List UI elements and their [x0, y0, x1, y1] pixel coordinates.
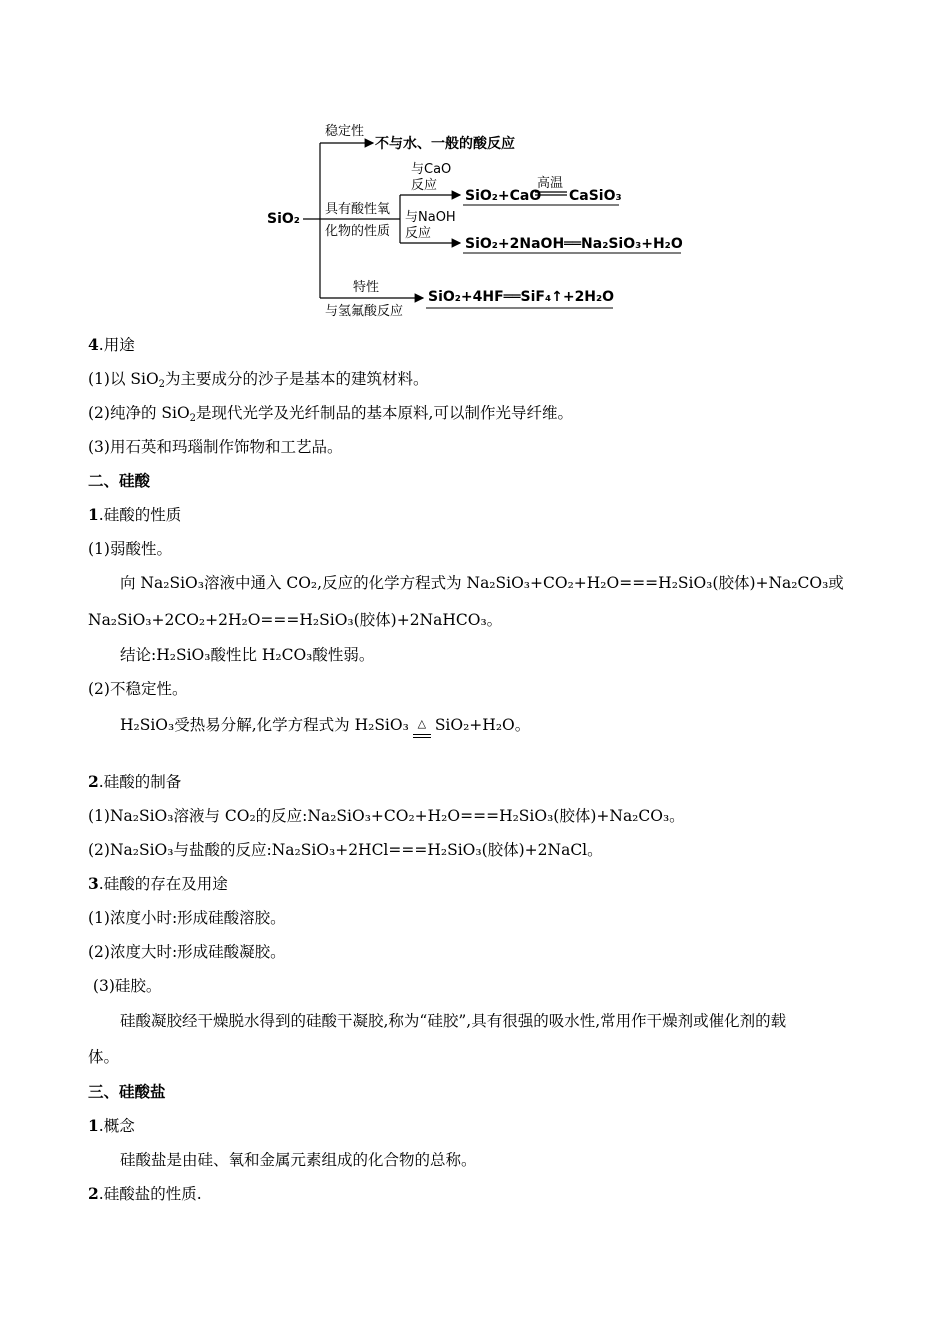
branch-stability-result: 不与水、一般的酸反应	[375, 136, 515, 152]
use-item-2-a: (2)纯净的 SiO	[88, 404, 190, 422]
sio2-properties-diagram	[255, 115, 715, 330]
diagram-svg	[255, 115, 715, 330]
part-2-s3-title: .硅酸的存在及用途	[98, 875, 228, 893]
prep-item-2: (2)Na₂SiO₃与盐酸的反应:Na₂SiO₃+2HCl===H₂SiO₃(胶体)+2NaCl。	[88, 841, 603, 859]
part-2-s2-title: .硅酸的制备	[98, 773, 182, 791]
part-3-s1-number: 1	[88, 1116, 99, 1135]
part-2-s2-heading	[88, 772, 181, 792]
use-item-1	[88, 369, 429, 389]
section-4-title: .用途	[98, 336, 135, 354]
sub-2: 2	[158, 379, 166, 390]
branch-stability-label: 稳定性	[325, 124, 365, 139]
part-3-s1-title: .概念	[98, 1117, 135, 1135]
sub-cao-label-2: 反应	[411, 178, 438, 193]
sub-cao-eq-left: SiO₂+CaO	[465, 188, 542, 204]
sub-cao-eq-right: CaSiO₃	[569, 188, 622, 204]
branch-acidic-label-2: 化物的性质	[325, 224, 391, 239]
part-2-s3-heading	[88, 874, 228, 894]
prep-item-1: (1)Na₂SiO₃溶液与 CO₂的反应:Na₂SiO₃+CO₂+H₂O===H₂SiO₃(胶体)+Na₂CO₃。	[88, 807, 685, 825]
use-item-2-b: 是现代光学及光纤制品的基本原料,可以制作光导纤维。	[196, 404, 573, 422]
part-3-s2-heading	[88, 1184, 202, 1204]
part-2-s2-number: 2	[88, 772, 99, 791]
use-item-1-a: (1)以 SiO	[88, 370, 159, 388]
existence-item-3: (3)硅胶。	[88, 977, 162, 995]
sub-cao-label-1: 与CaO	[411, 162, 452, 177]
branch-special-label-2: 与氢氟酸反应	[325, 304, 404, 319]
use-item-2	[88, 403, 573, 423]
weak-acidity-eq-line-1: 向 Na₂SiO₃溶液中通入 CO₂,反应的化学方程式为 Na₂SiO₃+CO₂+H₂O===H₂SiO₃(胶体)+Na₂CO₃或	[120, 574, 844, 592]
acidity-conclusion: 结论:H₂SiO₃酸性比 H₂CO₃酸性弱。	[120, 646, 375, 664]
use-item-1-b: 为主要成分的沙子是基本的建筑材料。	[165, 370, 429, 388]
weak-acidity-label: (1)弱酸性。	[88, 540, 172, 558]
section-4-heading	[88, 335, 135, 355]
part-3-s1-heading	[88, 1116, 135, 1136]
sub-naoh-label-2: 反应	[405, 226, 432, 241]
use-item-3: (3)用石英和玛瑙制作饰物和工艺品。	[88, 438, 343, 456]
branch-acidic-label-1: 具有酸性氧	[325, 202, 391, 217]
part-2-s3-number: 3	[88, 874, 99, 893]
section-4-number: 4	[88, 335, 99, 354]
sub-cao-eq-condition: 高温	[537, 176, 564, 191]
decomposition-eq-right: SiO₂+H₂O。	[434, 716, 531, 734]
part-2-s1-number: 1	[88, 505, 99, 524]
weak-acidity-eq-line-2: Na₂SiO₃+2CO₂+2H₂O===H₂SiO₃(胶体)+2NaHCO₃。	[88, 611, 503, 629]
sub-naoh-eq: SiO₂+2NaOH══Na₂SiO₃+H₂O	[465, 236, 683, 252]
silicate-concept-text: 硅酸盐是由硅、氧和金属元素组成的化合物的总称。	[120, 1151, 477, 1169]
existence-item-1: (1)浓度小时:形成硅酸溶胶。	[88, 909, 286, 927]
part-2-s1-title: .硅酸的性质	[98, 506, 182, 524]
branch-special-label-1: 特性	[353, 280, 380, 295]
decomposition-eq-left: H₂SiO₃受热易分解,化学方程式为 H₂SiO₃	[120, 716, 409, 734]
part-2-heading: 二、硅酸	[88, 471, 151, 490]
silica-gel-desc-line-2: 体。	[88, 1048, 120, 1066]
part-3-s2-number: 2	[88, 1184, 99, 1203]
equal-sign	[413, 734, 431, 738]
heat-condition	[409, 715, 435, 737]
heat-triangle-icon: △	[417, 717, 427, 730]
existence-item-2: (2)浓度大时:形成硅酸凝胶。	[88, 943, 286, 961]
diagram-root: SiO₂	[267, 211, 300, 227]
branch-special-eq: SiO₂+4HF══SiF₄↑+2H₂O	[428, 289, 615, 305]
part-3-heading: 三、硅酸盐	[88, 1082, 166, 1101]
decomposition-eq	[120, 715, 530, 737]
sub-2: 2	[189, 413, 197, 424]
silica-gel-desc-line-1: 硅酸凝胶经干燥脱水得到的硅酸干凝胶,称为“硅胶”,具有很强的吸水性,常用作干燥剂或催化剂的载	[120, 1012, 787, 1030]
part-3-s2-title: .硅酸盐的性质.	[98, 1185, 202, 1203]
instability-label: (2)不稳定性。	[88, 680, 188, 698]
part-2-s1-heading	[88, 505, 181, 525]
sub-naoh-label-1: 与NaOH	[405, 210, 456, 225]
